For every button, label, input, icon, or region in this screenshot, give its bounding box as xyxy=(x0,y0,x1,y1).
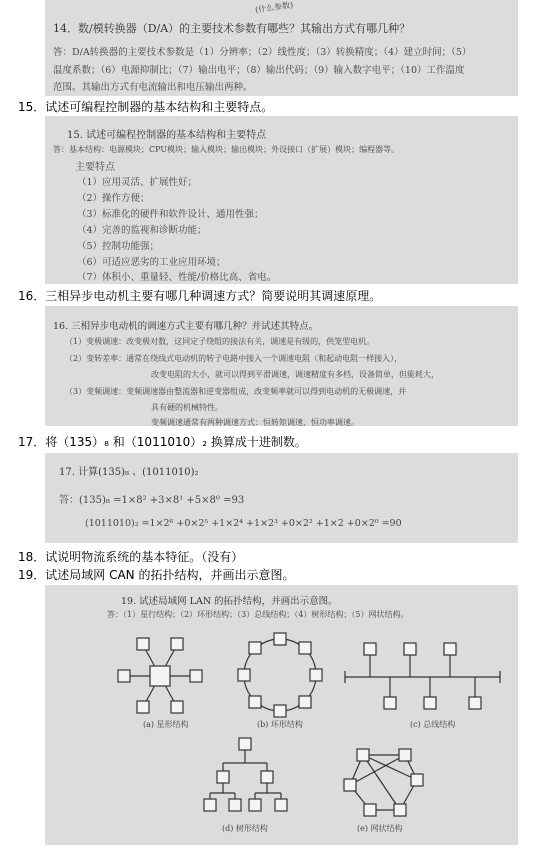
q17-eq1: 答：(135)₈ =1×8² +3×8¹ +5×8⁰ =93 xyxy=(59,495,245,506)
q15-answer-line: 答：基本结构：电源模块；CPU模块；输入模块；输出模块；外设接口（扩展）模块；编程器等。 xyxy=(53,145,400,154)
tree-topology-diagram xyxy=(204,738,287,811)
caption-bus: (c) 总线结构 xyxy=(410,720,456,729)
q14-title: 14．数/模转换器（D/A）的主要技术参数有哪些？其输出方式有哪几种？ xyxy=(53,22,411,35)
q15-feature: （6）可适应恶劣的工业应用环境； xyxy=(77,257,226,268)
q19-scan-title: 19. 试述局域网 LAN 的拓扑结构，并画出示意图。 xyxy=(121,596,338,607)
q16-line6: 变频调速通常有两种调速方式：恒转矩调速，恒功率调速。 xyxy=(151,418,359,426)
q17-heading: 17．将（135）₈ 和（1011010）₂ 换算成十进制数。 xyxy=(18,435,307,449)
handwritten-note: (什么参数) xyxy=(254,0,294,15)
mesh-topology-diagram xyxy=(344,749,423,816)
q19-heading: 19．试述局域网 CAN 的拓扑结构，并画出示意图。 xyxy=(18,568,295,582)
q18-heading: 18．试说明物流系统的基本特征。（没有） xyxy=(18,550,244,564)
q17-scan-title: 17. 计算(135)₈ 、(1011010)₂ xyxy=(59,467,199,478)
q19-scan xyxy=(45,585,518,845)
q16-scan xyxy=(45,306,518,426)
q16-line4: （3）变频调速：变频调速器由整流器和逆变器组成，改变频率就可以得到电动机的无极调速，并 xyxy=(65,387,407,396)
q15-scan xyxy=(45,116,518,284)
q16-heading: 16．三相异步电动机主要有哪几种调速方式？简要说明其调速原理。 xyxy=(18,289,382,303)
q15-feature: （1）应用灵活、扩展性好； xyxy=(77,177,198,188)
caption-star: (a) 星形结构 xyxy=(143,720,189,729)
q16-line2: （2）变转差率：通常在绕线式电动机的转子电路中接入一个调速电阻（和起动电阻一样接入）， xyxy=(65,354,403,363)
q15-feature: （3）标准化的硬件和软件设计、通用性强； xyxy=(77,209,264,220)
q14-answer-line2: 温度系数；（6）电源抑制比；（7）输出电平；（8）输出代码；（9）输入数字电平；（10）工作温度 xyxy=(53,65,465,76)
q15-heading: 15．试述可编程控制器的基本结构和主要特点。 xyxy=(18,100,274,114)
caption-mesh: (e) 网状结构 xyxy=(357,824,403,833)
bus-topology-diagram xyxy=(345,643,500,709)
q17-scan xyxy=(45,453,518,543)
caption-ring: (b) 环形结构 xyxy=(257,720,303,729)
q16-scan-title: 16. 三相异步电动机的调速方式主要有哪几种？并试述其特点。 xyxy=(53,321,319,332)
q15-feature: （4）完善的监视和诊断功能； xyxy=(77,225,207,236)
q15-feature: （7）体积小、重量轻、性能/价格比高、省电。 xyxy=(77,272,277,283)
q14-scan xyxy=(45,0,518,96)
q16-line3: 改变电阻的大小，就可以得到平滑调速，调速精度有多档，设备简单，但能耗大， xyxy=(151,370,439,379)
q15-features-title: 主要特点 xyxy=(75,162,115,173)
q15-feature: （2）操作方便； xyxy=(77,193,150,204)
q16-line1: （1）变极调速：改变极对数，这同定子绕组的接法有关，调速是有级的，供笼型电机。 xyxy=(65,337,375,346)
q14-answer-line3: 范围。其输出方式有电流输出和电压输出两种。 xyxy=(53,82,253,93)
q17-eq2: (1011010)₂ =1×2⁶ +0×2⁵ +1×2⁴ +1×2³ +0×2² +1×2 +0×2⁰ =90 xyxy=(85,518,402,529)
topology-diagrams xyxy=(45,585,518,845)
ring-topology-diagram xyxy=(238,633,322,717)
q15-feature: （5）控制功能强； xyxy=(77,241,160,252)
q19-answer-line: 答：（1）星行结构；（2）环形结构；（3）总线结构；（4）树形结构；（5）网状结构。 xyxy=(107,610,409,619)
q14-answer-line1: 答：D/A转换器的主要技术参数是（1）分辨率；（2）线性度；（3）转换精度；（4）建立时间；（5） xyxy=(53,47,472,58)
star-topology-diagram xyxy=(118,638,202,713)
q15-scan-title: 15. 试述可编程控制器的基本结构和主要特点 xyxy=(67,130,267,141)
caption-tree: (d) 树形结构 xyxy=(222,824,268,833)
q16-line5: 具有硬的机械特性。 xyxy=(151,403,223,412)
